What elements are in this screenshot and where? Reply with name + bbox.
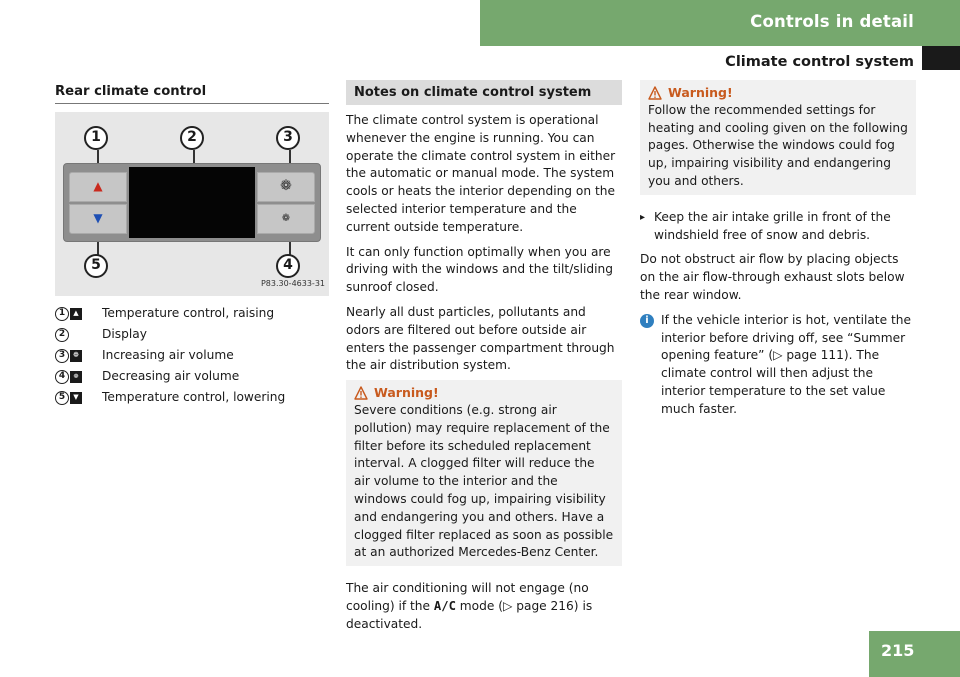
climate-display bbox=[129, 167, 255, 238]
notes-paragraph: The climate control system is operational whenever the engine is running. You can operate the climate control system in either the automatic or manual mode. The system cools or heats the interior depending on the selected interior temperature and the current outside temperature. bbox=[346, 113, 616, 234]
header-marker bbox=[922, 46, 960, 70]
figure-legend bbox=[55, 304, 329, 409]
airflow-paragraph: Do not obstruct air flow by placing objects on the air flow-through exhaust slots below the rear window. bbox=[640, 252, 905, 302]
callout-5: 5 bbox=[84, 254, 108, 278]
legend-text: Increasing air volume bbox=[102, 348, 234, 363]
rear-climate-figure bbox=[55, 112, 329, 296]
info-note bbox=[640, 312, 916, 419]
chapter-title: Controls in detail bbox=[750, 12, 914, 31]
bullet-text: Keep the air intake grille in front of the windshield free of snow and debris. bbox=[654, 209, 891, 242]
notes-heading: Notes on climate control system bbox=[346, 80, 622, 105]
temperature-up-button[interactable] bbox=[69, 172, 127, 202]
warning-triangle-icon bbox=[354, 386, 368, 400]
fan-increase-button[interactable] bbox=[257, 172, 315, 202]
callout-4: 4 bbox=[276, 254, 300, 278]
ac-text-after: mode (▷ page 216) is deactivated. bbox=[346, 598, 593, 631]
legend-number: 4 bbox=[55, 370, 69, 384]
triangle-down-icon: ▼ bbox=[93, 210, 103, 225]
legend-item bbox=[55, 346, 329, 367]
legend-number: 3 bbox=[55, 349, 69, 363]
legend-item bbox=[55, 325, 329, 346]
warning-title-text: Warning! bbox=[668, 85, 733, 100]
ac-key: A/C bbox=[433, 598, 456, 613]
legend-item bbox=[55, 388, 329, 409]
settings-warning bbox=[640, 80, 916, 195]
triangle-up-icon: ▲ bbox=[93, 178, 103, 193]
legend-text: Display bbox=[102, 327, 147, 342]
notes-column bbox=[346, 80, 622, 634]
legend-text: Temperature control, raising bbox=[102, 306, 275, 321]
warning-triangle-icon bbox=[648, 86, 662, 100]
legend-number: 2 bbox=[55, 328, 69, 342]
warning-title-text: Warning! bbox=[374, 385, 439, 401]
legend-item bbox=[55, 304, 329, 325]
notes-paragraph: Nearly all dust particles, pollutants and odors are filtered out before outside air enters the passenger compartment through the air distribution system. bbox=[346, 304, 615, 373]
section-title: Climate control system bbox=[725, 54, 914, 70]
chapter-tab bbox=[480, 0, 960, 46]
warning-title bbox=[648, 84, 908, 102]
bullet-item bbox=[640, 209, 916, 245]
ac-paragraph bbox=[346, 580, 622, 633]
fan-high-icon: ❁ bbox=[280, 177, 292, 194]
filter-warning bbox=[346, 380, 622, 566]
legend-text: Decreasing air volume bbox=[102, 369, 240, 384]
fan-high-icon: ❁ bbox=[70, 350, 82, 362]
rear-climate-heading: Rear climate control bbox=[55, 80, 329, 104]
fan-low-icon: ❁ bbox=[281, 212, 291, 224]
page-number: 215 bbox=[869, 631, 960, 677]
info-text: If the vehicle interior is hot, ventilate the interior before driving off, see “Summer opening feature” (▷ page 111). The climate control will then adjust the interior temperature to the set value much faster. bbox=[661, 312, 911, 416]
fan-low-icon: ❁ bbox=[70, 371, 82, 383]
warning-text: Severe conditions (e.g. strong air pollution) may require replacement of the filter before its scheduled replacement interval. A clogged filter will reduce the air volume to the interior and the windows could fog up, impairing visibility and endangering you and others. Have a clogged filter replaced as soon as possible at an authorized Mercedes-Benz Center. bbox=[354, 402, 614, 560]
legend-item bbox=[55, 367, 329, 388]
legend-text: Temperature control, lowering bbox=[102, 390, 286, 405]
notes-paragraph: It can only function optimally when you are driving with the windows and the tilt/sliding sunroof closed. bbox=[346, 244, 613, 295]
triangle-down-icon: ▼ bbox=[70, 392, 82, 404]
right-column bbox=[640, 80, 916, 419]
info-icon: i bbox=[640, 314, 654, 328]
figure-code: P83.30-4633-31 bbox=[260, 279, 325, 288]
warning-title bbox=[354, 384, 614, 402]
temperature-down-button[interactable] bbox=[69, 204, 127, 234]
triangle-up-icon: ▲ bbox=[70, 308, 82, 320]
legend-number: 1 bbox=[55, 307, 69, 321]
climate-panel bbox=[63, 163, 321, 242]
callout-1: 1 bbox=[84, 126, 108, 150]
arrow-bullet-icon: ▸ bbox=[640, 211, 646, 223]
legend-number: 5 bbox=[55, 391, 69, 405]
ac-text-before: The air conditioning will not engage (no cooling) if the bbox=[346, 581, 589, 613]
fan-decrease-button[interactable] bbox=[257, 204, 315, 234]
callout-2: 2 bbox=[180, 126, 204, 150]
rear-climate-column bbox=[55, 80, 329, 409]
warning-text: Follow the recommended settings for heating and cooling given on the following pages. Otherwise the windows could fog up, impairing visibility and endangering you and others. bbox=[648, 102, 908, 188]
callout-3: 3 bbox=[276, 126, 300, 150]
